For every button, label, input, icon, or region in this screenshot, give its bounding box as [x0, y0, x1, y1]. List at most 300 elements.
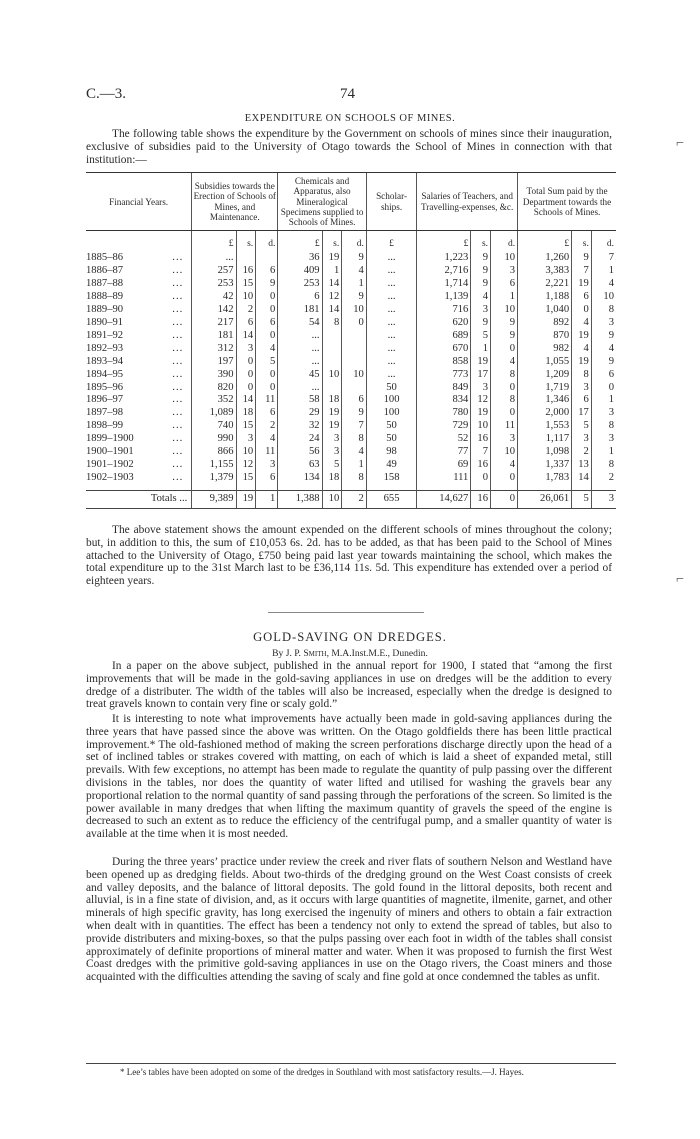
- table-cell: 740: [192, 420, 236, 433]
- cell-year: 1902–1903 ...: [86, 472, 192, 485]
- table-cell: 409: [278, 265, 322, 278]
- table-cell: 1: [342, 278, 367, 291]
- leader-dots: ...: [172, 278, 184, 290]
- table-cell: 17: [572, 407, 592, 420]
- table-cell: 10: [342, 369, 367, 382]
- table-cell: 9: [572, 252, 592, 265]
- table-cell: ...: [366, 330, 416, 343]
- table-cell: 2: [342, 490, 367, 508]
- table-row: [86, 291, 616, 304]
- table-cell: ...: [366, 356, 416, 369]
- table-cell: 13: [572, 459, 592, 472]
- table-cell: 197: [192, 356, 236, 369]
- table-cell: 19: [322, 252, 342, 265]
- margin-mark: ⌐: [676, 136, 684, 151]
- table-cell: 9: [491, 330, 518, 343]
- table-cell: 2,000: [518, 407, 572, 420]
- table-row: [86, 265, 616, 278]
- table-cell: 716: [417, 304, 471, 317]
- leader-dots: ...: [172, 355, 184, 367]
- table-cell: 8: [342, 472, 367, 485]
- cell-year: 1899–1900 ...: [86, 433, 192, 446]
- footnote: * Lee’s tables have been adopted on some of the dredges in Southland with most satisfactory results.—J. Hayes.: [120, 1067, 524, 1077]
- table-cell: 19: [572, 330, 592, 343]
- table-cell: 6: [278, 291, 322, 304]
- table-cell: 6: [572, 291, 592, 304]
- table-cell: 19: [236, 490, 256, 508]
- table-cell: 7: [591, 252, 616, 265]
- table-cell: 14: [322, 304, 342, 317]
- leader-dots: ...: [172, 420, 184, 432]
- table-cell: 17: [471, 369, 491, 382]
- table-cell: 100: [366, 394, 416, 407]
- table-cell: 3: [491, 265, 518, 278]
- table-cell: 2: [256, 420, 278, 433]
- totals-row: [86, 490, 616, 508]
- table-cell: 0: [256, 304, 278, 317]
- table-cell: ...: [278, 330, 322, 343]
- table-row: [86, 433, 616, 446]
- table-cell: 9,389: [192, 490, 236, 508]
- table-cell: ...: [278, 356, 322, 369]
- table-cell: 111: [417, 472, 471, 485]
- table-cell: 9: [342, 291, 367, 304]
- table-cell: 729: [417, 420, 471, 433]
- table-cell: 12: [236, 459, 256, 472]
- table-cell: 4: [342, 265, 367, 278]
- table-cell: 0: [236, 369, 256, 382]
- table-cell: 217: [192, 317, 236, 330]
- table-cell: 620: [417, 317, 471, 330]
- table-cell: 9: [471, 265, 491, 278]
- page-number: 74: [340, 86, 355, 102]
- leader-dots: ...: [172, 381, 184, 393]
- cell-year: 1889–90 ...: [86, 304, 192, 317]
- table-cell: 0: [256, 291, 278, 304]
- table-cell: 3: [322, 446, 342, 459]
- table-cell: 10: [236, 446, 256, 459]
- table-cell: 45: [278, 369, 322, 382]
- table-cell: 100: [366, 407, 416, 420]
- table-cell: 3: [471, 382, 491, 395]
- table-cell: 990: [192, 433, 236, 446]
- table-cell: 1,346: [518, 394, 572, 407]
- gold-saving-paragraph-2: It is interesting to note what improvements have actually been made in gold-saving appliances during the three years that have passed since the above was written. On the Otago goldfields there has been little practical improvement.* The old-fashioned method of making the screen perforations discharge directly upon the head of a set of inclined tables or strakes covered with matting, on each of which is laid a sheet of expanded metal, still prevails. With few exceptions, no attempt has been made to regulate the quantity of pulp passing over the different divisions in the tables, nor does the quantity of water lifted and utilised for washing the gravels bear any proportional relation to the normal quantity of sand passing through the perforations of the screen. So limited is the power available in many dredges that when lifting the maximum quantity of gravels the speed of the engine is decreased to such an extent as to reduce the efficiency of the centrifugal pump, and a smaller quantity of water is available at the time when it is most needed.: [86, 713, 612, 841]
- table-cell: 0: [591, 382, 616, 395]
- document-reference: C.—3.: [86, 86, 127, 102]
- table-cell: 10: [471, 420, 491, 433]
- gold-saving-paragraph-1: In a paper on the above subject, published in the annual report for 1900, I stated that “among the first improvements that will be made in the gold-saving appliances in use on dredges will be the addition to every dredge of a distributer. The width of the tables will also be increased, especially when the dredge is designed to treat gravels known to contain very fine or scaly gold.”: [86, 660, 612, 711]
- table-cell: 1,209: [518, 369, 572, 382]
- table-cell: 858: [417, 356, 471, 369]
- table-row: [86, 330, 616, 343]
- table-cell: 5: [256, 356, 278, 369]
- table-cell: 8: [491, 369, 518, 382]
- table-cell: 1,040: [518, 304, 572, 317]
- table-cell: 11: [491, 420, 518, 433]
- table-row: [86, 394, 616, 407]
- table-cell: 19: [471, 407, 491, 420]
- table-cell: 0: [572, 304, 592, 317]
- expenditure-intro: The following table shows the expenditure by the Government on schools of mines since their inauguration, exclusive of subsidies paid to the University of Otago towards the School of Mines in connection with that institution:—: [86, 128, 612, 166]
- cell-year: 1890–91 ...: [86, 317, 192, 330]
- table-cell: 1,188: [518, 291, 572, 304]
- leader-dots: ...: [172, 304, 184, 316]
- table-cell: 14: [322, 278, 342, 291]
- table-cell: 253: [278, 278, 322, 291]
- table-cell: [342, 343, 367, 356]
- col-header-salaries: Salaries of Teachers, and Travelling-expenses, &c.: [417, 173, 518, 231]
- table-cell: ...: [366, 291, 416, 304]
- table-cell: 4: [471, 291, 491, 304]
- col-header-subsidies: Subsidies towards the Erection of Schools of Mines, and Maintenance.: [192, 173, 278, 231]
- table-cell: 1,260: [518, 252, 572, 265]
- cell-year: 1896–97 ...: [86, 394, 192, 407]
- table-cell: 257: [192, 265, 236, 278]
- table-cell: 10: [491, 252, 518, 265]
- table-cell: 9: [591, 330, 616, 343]
- table-cell: 6: [591, 369, 616, 382]
- table-cell: 49: [366, 459, 416, 472]
- table-cell: ...: [278, 343, 322, 356]
- table-row: [86, 278, 616, 291]
- table-cell: 3: [322, 433, 342, 446]
- table-cell: 16: [236, 265, 256, 278]
- table-cell: 1: [491, 291, 518, 304]
- table-cell: [342, 382, 367, 395]
- table-row: [86, 369, 616, 382]
- leader-dots: ...: [172, 329, 184, 341]
- units-row: £ s. d. £ s. d. £ £ s. d. £ s. d.: [86, 231, 616, 253]
- table-cell: 1,379: [192, 472, 236, 485]
- table-cell: [322, 343, 342, 356]
- table-row: [86, 446, 616, 459]
- leader-dots: ...: [172, 342, 184, 354]
- leader-dots: ...: [172, 471, 184, 483]
- table-cell: 1,337: [518, 459, 572, 472]
- table-cell: 312: [192, 343, 236, 356]
- table-cell: 158: [366, 472, 416, 485]
- table-cell: 9: [342, 252, 367, 265]
- table-cell: 32: [278, 420, 322, 433]
- table-cell: 2,716: [417, 265, 471, 278]
- author-name: Smith: [303, 648, 327, 659]
- table-cell: 4: [491, 356, 518, 369]
- expenditure-closing-paragraph: The above statement shows the amount expended on the different schools of mines throughout the colony; but, in addition to this, the sum of £10,053 6s. 2d. has to be added, as that has been paid to the School of Mines attached to the University of Otago, £750 being paid last year towards maintaining the school, which makes the total expenditure up to the 31st March last to be £36,114 11s. 5d. This expenditure has extended over a period of eighteen years.: [86, 524, 612, 588]
- table-cell: 18: [322, 472, 342, 485]
- table-cell: 0: [342, 317, 367, 330]
- table-cell: 253: [192, 278, 236, 291]
- table-cell: 1: [591, 394, 616, 407]
- gold-saving-paragraph-3: During the three years’ practice under review the creek and river flats of southern Nelson and Westland have been opened up as dredging fields. About two-thirds of the dredging ground on the West Coast consists of creek and valley deposits, and the balance of littoral deposits. The gold found in the littoral deposits, both recent and alluvial, is in a fine state of division, and, as it occurs with large quantities of magnetite, ilmenite, garnet, and other minerals of high specific gravity, has long exercised the ingenuity of miners and others to obtain a fair extraction when dealt with in quantities. The effect has been a tendency not only to extend the spread of tables, but also to provide distributers and mixing-boxes, so that the pulps passing over each foot in width of the tables shall consist approximately of definite proportions of mineral matter and water. When it was proposed to furnish the first West Coast dredges with the primitive gold-saving appliances in use on the Otago rivers, the Coast miners and those acquainted with the difficulties attending the saving of scaly and fine gold at once condemned the tables as unfit.: [86, 856, 612, 984]
- table-cell: 1: [591, 265, 616, 278]
- table-cell: 3: [591, 490, 616, 508]
- table-row: [86, 356, 616, 369]
- table-cell: 1: [591, 446, 616, 459]
- leader-dots: ...: [172, 317, 184, 329]
- table-cell: 6: [256, 472, 278, 485]
- table-cell: 18: [322, 394, 342, 407]
- table-cell: 4: [342, 446, 367, 459]
- table-cell: ...: [192, 252, 236, 265]
- table-cell: 1,223: [417, 252, 471, 265]
- cell-year: 1895–96 ...: [86, 382, 192, 395]
- table-cell: 3: [491, 433, 518, 446]
- table-cell: 892: [518, 317, 572, 330]
- table-cell: 670: [417, 343, 471, 356]
- leader-dots: ...: [172, 458, 184, 470]
- table-cell: 1,553: [518, 420, 572, 433]
- table-cell: 142: [192, 304, 236, 317]
- table-cell: 866: [192, 446, 236, 459]
- table-cell: 0: [471, 472, 491, 485]
- table-cell: 1,098: [518, 446, 572, 459]
- margin-mark: ⌐: [676, 572, 684, 587]
- col-header-years: Financial Years.: [86, 173, 192, 231]
- table-cell: 6: [256, 265, 278, 278]
- table-cell: 6: [256, 407, 278, 420]
- col-header-total: Total Sum paid by the Department towards the Schools of Mines.: [518, 173, 616, 231]
- table-cell: 1,117: [518, 433, 572, 446]
- table-cell: 3,383: [518, 265, 572, 278]
- table-cell: 6: [236, 317, 256, 330]
- table-cell: 19: [572, 356, 592, 369]
- table-cell: ...: [366, 252, 416, 265]
- table-cell: 15: [236, 420, 256, 433]
- table-cell: 7: [572, 265, 592, 278]
- gold-saving-title: GOLD-SAVING ON DREDGES.: [253, 630, 447, 644]
- table-cell: 69: [417, 459, 471, 472]
- table-cell: 134: [278, 472, 322, 485]
- table-cell: 52: [417, 433, 471, 446]
- table-cell: 780: [417, 407, 471, 420]
- table-cell: 5: [471, 330, 491, 343]
- table-cell: 42: [192, 291, 236, 304]
- table-cell: 3: [572, 433, 592, 446]
- table-cell: 36: [278, 252, 322, 265]
- table-cell: 1,055: [518, 356, 572, 369]
- table-cell: 14: [572, 472, 592, 485]
- table-cell: 26,061: [518, 490, 572, 508]
- cell-year: 1901–1902 ...: [86, 459, 192, 472]
- cell-year: 1893–94 ...: [86, 356, 192, 369]
- table-cell: 8: [591, 420, 616, 433]
- table-cell: 50: [366, 433, 416, 446]
- table-cell: 8: [342, 433, 367, 446]
- table-cell: 8: [591, 459, 616, 472]
- table-cell: 19: [322, 407, 342, 420]
- table-cell: 4: [591, 278, 616, 291]
- table-cell: 54: [278, 317, 322, 330]
- table-cell: [256, 252, 278, 265]
- table-cell: 10: [491, 304, 518, 317]
- table-cell: 58: [278, 394, 322, 407]
- table-cell: 10: [342, 304, 367, 317]
- cell-year: 1897–98 ...: [86, 407, 192, 420]
- table-cell: 12: [471, 394, 491, 407]
- table-cell: 4: [256, 343, 278, 356]
- table-cell: 6: [491, 278, 518, 291]
- table-cell: 870: [518, 330, 572, 343]
- table-cell: 1,089: [192, 407, 236, 420]
- leader-dots: ...: [172, 433, 184, 445]
- cell-year: 1886–87 ...: [86, 265, 192, 278]
- table-cell: 352: [192, 394, 236, 407]
- table-row: [86, 304, 616, 317]
- table-cell: 773: [417, 369, 471, 382]
- table-cell: 7: [342, 420, 367, 433]
- table-cell: 3: [591, 407, 616, 420]
- table-cell: 655: [366, 490, 416, 508]
- table-cell: 29: [278, 407, 322, 420]
- cell-year: 1888–89 ...: [86, 291, 192, 304]
- table-cell: [322, 356, 342, 369]
- table-cell: 1: [342, 459, 367, 472]
- leader-dots: ...: [172, 368, 184, 380]
- table-cell: [322, 330, 342, 343]
- table-cell: 4: [572, 343, 592, 356]
- table-cell: 4: [491, 459, 518, 472]
- table-cell: 12: [322, 291, 342, 304]
- table-cell: 6: [256, 317, 278, 330]
- table-cell: 11: [256, 394, 278, 407]
- leader-dots: ...: [172, 446, 184, 458]
- table-cell: 56: [278, 446, 322, 459]
- leader-dots: ...: [172, 407, 184, 419]
- table-cell: 181: [192, 330, 236, 343]
- table-cell: 19: [572, 278, 592, 291]
- table-cell: 4: [591, 343, 616, 356]
- cell-year: 1898–99 ...: [86, 420, 192, 433]
- table-row: [86, 459, 616, 472]
- table-cell: 181: [278, 304, 322, 317]
- leader-dots: ...: [172, 265, 184, 277]
- table-cell: ...: [366, 317, 416, 330]
- table-cell: 77: [417, 446, 471, 459]
- table-cell: 1,139: [417, 291, 471, 304]
- table-row: [86, 343, 616, 356]
- table-cell: 5: [572, 420, 592, 433]
- table-cell: 14: [236, 330, 256, 343]
- table-cell: ...: [366, 343, 416, 356]
- table-cell: [342, 330, 367, 343]
- table-cell: 0: [491, 490, 518, 508]
- table-cell: 1,714: [417, 278, 471, 291]
- table-cell: 10: [322, 369, 342, 382]
- table-cell: ...: [366, 304, 416, 317]
- table-cell: 8: [491, 394, 518, 407]
- table-cell: 8: [591, 304, 616, 317]
- table-cell: 19: [322, 420, 342, 433]
- expenditure-title: EXPENDITURE ON SCHOOLS OF MINES.: [244, 113, 456, 124]
- table-cell: 1,155: [192, 459, 236, 472]
- table-cell: 11: [256, 446, 278, 459]
- author-byline: By J. P. Smith, M.A.Inst.M.E., Dunedin.: [272, 648, 428, 659]
- table-cell: 9: [342, 407, 367, 420]
- table-cell: 1,388: [278, 490, 322, 508]
- table-cell: 3: [471, 304, 491, 317]
- table-cell: 689: [417, 330, 471, 343]
- col-header-scholarships: Scholar-ships.: [366, 173, 416, 231]
- table-cell: 3: [591, 317, 616, 330]
- table-cell: 15: [236, 472, 256, 485]
- table-cell: 9: [471, 252, 491, 265]
- table-cell: 0: [491, 382, 518, 395]
- table-cell: 3: [572, 382, 592, 395]
- table-cell: 2: [591, 472, 616, 485]
- table-cell: 7: [471, 446, 491, 459]
- table-cell: 15: [236, 278, 256, 291]
- cell-year: 1892–93 ...: [86, 343, 192, 356]
- table-cell: 5: [572, 490, 592, 508]
- expenditure-table: [86, 172, 616, 509]
- table-cell: [342, 356, 367, 369]
- table-cell: 24: [278, 433, 322, 446]
- cell-year: 1887–88 ...: [86, 278, 192, 291]
- cell-year: 1894–95 ...: [86, 369, 192, 382]
- table-cell: 50: [366, 382, 416, 395]
- footnote-rule: [86, 1063, 616, 1064]
- table-cell: 3: [236, 433, 256, 446]
- table-cell: 16: [471, 490, 491, 508]
- table-cell: 834: [417, 394, 471, 407]
- table-row: [86, 252, 616, 265]
- col-header-chemicals: Chemicals and Apparatus, also Mineralogical Specimens supplied to Schools of Mines.: [278, 173, 367, 231]
- table-cell: 9: [471, 278, 491, 291]
- table-cell: 5: [322, 459, 342, 472]
- table-cell: 0: [236, 382, 256, 395]
- table-cell: ...: [278, 382, 322, 395]
- table-cell: 3: [236, 343, 256, 356]
- table-cell: 849: [417, 382, 471, 395]
- leader-dots: ...: [172, 394, 184, 406]
- cell-year: 1885–86 ...: [86, 252, 192, 265]
- table-cell: 1,783: [518, 472, 572, 485]
- table-cell: 982: [518, 343, 572, 356]
- table-cell: 98: [366, 446, 416, 459]
- table-cell: 14,627: [417, 490, 471, 508]
- table-cell: 0: [256, 330, 278, 343]
- table-cell: 0: [236, 356, 256, 369]
- table-cell: 10: [491, 446, 518, 459]
- table-cell: 9: [491, 317, 518, 330]
- leader-dots: ...: [172, 252, 184, 264]
- table-cell: 19: [471, 356, 491, 369]
- table-cell: [236, 252, 256, 265]
- table-cell: 0: [256, 369, 278, 382]
- table-cell: 4: [256, 433, 278, 446]
- section-divider: [268, 612, 424, 613]
- table-cell: 6: [572, 394, 592, 407]
- table-row: [86, 407, 616, 420]
- table-cell: 820: [192, 382, 236, 395]
- table-cell: [322, 382, 342, 395]
- table-cell: ...: [366, 265, 416, 278]
- table-cell: 6: [342, 394, 367, 407]
- table-cell: 3: [256, 459, 278, 472]
- leader-dots: ...: [172, 291, 184, 303]
- table-row: [86, 317, 616, 330]
- table-cell: 390: [192, 369, 236, 382]
- table-cell: 14: [236, 394, 256, 407]
- table-header-row: [86, 173, 616, 231]
- table-cell: 0: [491, 343, 518, 356]
- table-cell: 63: [278, 459, 322, 472]
- table-cell: 2,221: [518, 278, 572, 291]
- totals-label: Totals ...: [86, 490, 192, 508]
- table-cell: 16: [471, 433, 491, 446]
- table-cell: 3: [591, 433, 616, 446]
